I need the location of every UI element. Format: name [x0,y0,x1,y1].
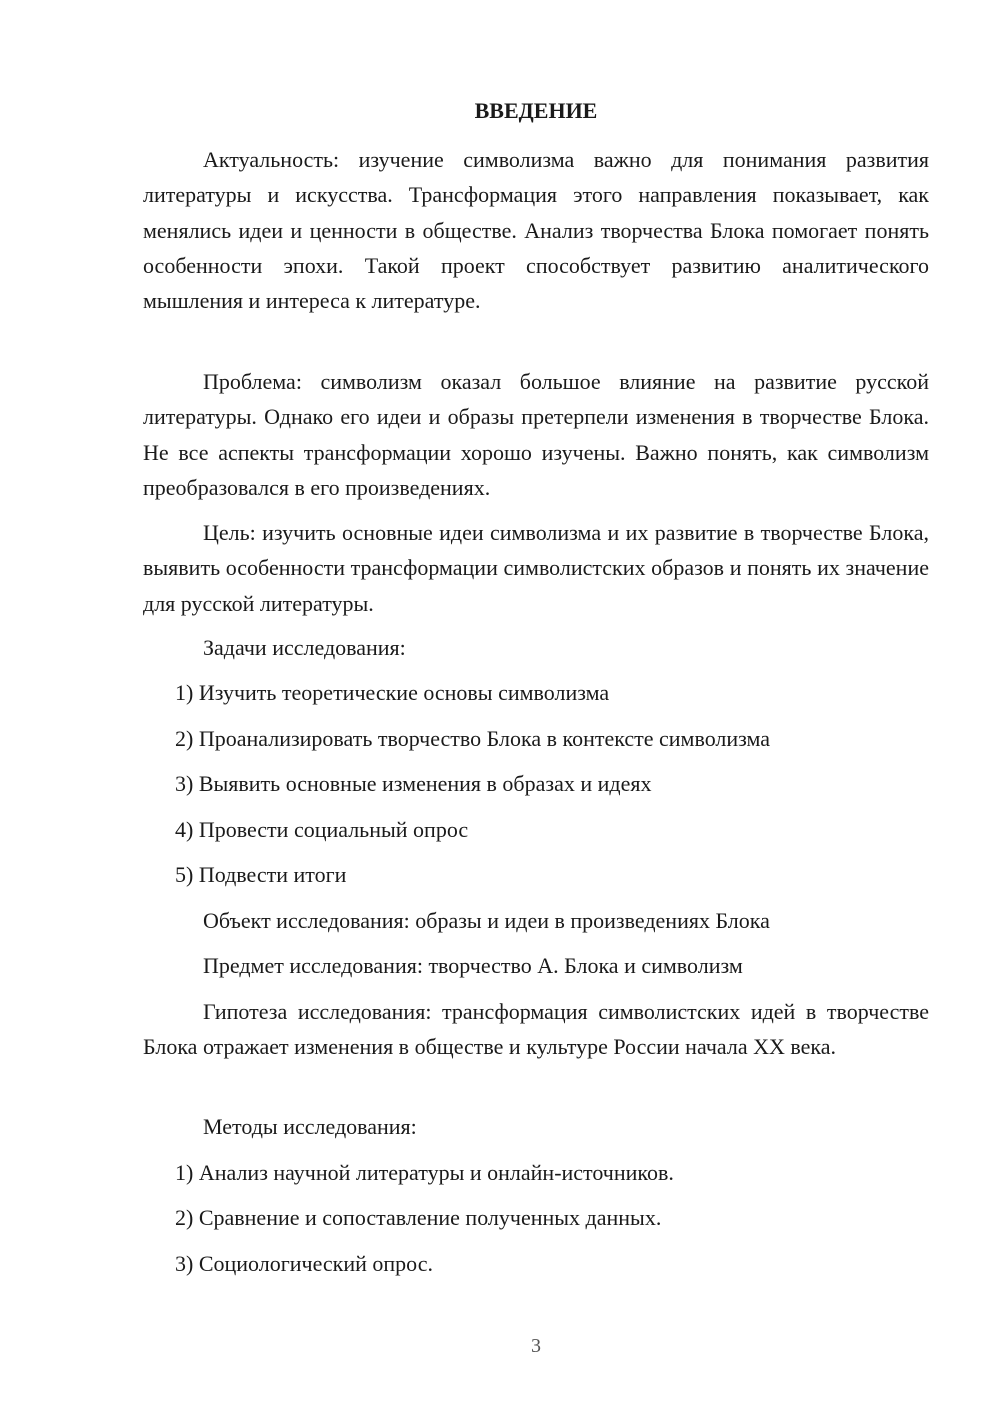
task-item: 1) Изучить теоретические основы символизма [175,680,610,705]
task-item: 2) Проанализировать творчество Блока в контексте символизма [175,726,771,751]
task-item: 4) Провести социальный опрос [175,817,469,842]
method-item: 3) Социологический опрос. [175,1251,433,1276]
paragraph-hypothesis: Гипотеза исследования: трансформация символистских идей в творчестве Блока отражает изменения в обществе и культуре России начала XX века. [143,999,929,1060]
task-item: 3) Выявить основные изменения в образах и идеях [175,771,652,796]
paragraph-goal: Цель: изучить основные идеи символизма и их развитие в творчестве Блока, выявить особенности трансформации символистских образов и понять их значение для русской литературы. [143,520,929,616]
methods-heading: Методы исследования: [203,1114,417,1139]
tasks-heading: Задачи исследования: [203,635,406,660]
paragraph-relevance: Актуальность: изучение символизма важно для понимания развития литературы и искусства. Трансформация этого направления показывает, как менялись идеи и ценности в обществе. Анализ творчества Блока помогает понять особенности эпохи. Такой проект способствует развитию аналитического мышления и интереса к литературе. [143,147,929,314]
method-item: 2) Сравнение и сопоставление полученных данных. [175,1205,662,1230]
section-title: ВВЕДЕНИЕ [474,98,598,123]
page-number: 3 [531,1335,541,1357]
method-item: 1) Анализ научной литературы и онлайн-источников. [175,1160,674,1185]
paragraph-problem: Проблема: символизм оказал большое влияние на развитие русской литературы. Однако его идеи и образы претерпели изменения в творчестве Блока. Не все аспекты трансформации хорошо изучены. Важно понять, как символизм преобразовался в его произведениях. [143,369,929,500]
task-item: 5) Подвести итоги [175,862,347,887]
research-subject: Предмет исследования: творчество А. Блока и символизм [203,953,743,978]
research-object: Объект исследования: образы и идеи в произведениях Блока [203,908,770,933]
